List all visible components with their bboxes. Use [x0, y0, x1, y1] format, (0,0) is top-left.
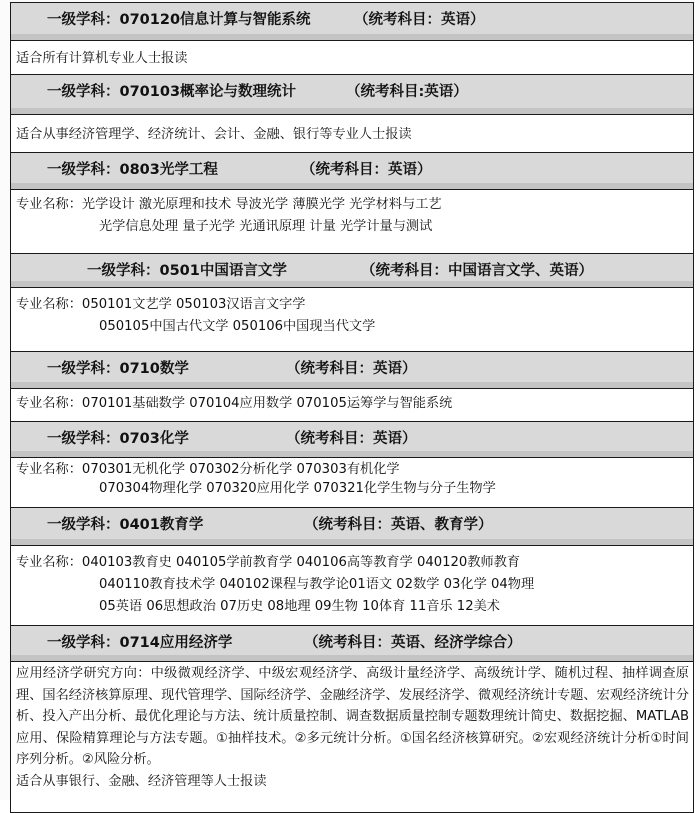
discipline-title: 一级学科：0710数学 [47, 361, 189, 377]
section-body [11, 41, 694, 75]
body-line: 专业名称：050101文艺学 050103汉语言文字学 [16, 297, 306, 312]
section-body [11, 458, 694, 508]
body-line: 05英语 06思想政治 07历史 08地理 09生物 10体育 11音乐 12美术 [99, 599, 500, 614]
section-header [11, 75, 694, 115]
discipline-title: 一级学科：0714应用经济学 [47, 635, 233, 651]
discipline-title: 一级学科：070120信息计算与智能系统 [47, 12, 311, 28]
body-line: 适合所有计算机专业人士报读 [16, 51, 188, 66]
subject-table [10, 2, 694, 813]
section-header [11, 254, 694, 288]
body-line: 专业名称：光学设计 激光原理和技术 导波光学 薄膜光学 光学材料与工艺 [16, 197, 442, 212]
section-header [11, 422, 694, 458]
exam-subjects: （统考科目：英语） [286, 361, 417, 377]
exam-subjects: （统考科目:英语） [346, 84, 468, 100]
discipline-title: 一级学科：0401教育学 [47, 517, 204, 533]
exam-subjects: （统考科目：中国语言文学、英语） [361, 263, 593, 279]
body-line: 专业名称：070101基础数学 070104应用数学 070105运筹学与智能系统 [16, 396, 453, 411]
body-line: 适合从事银行、金融、经济管理等人士报读 [16, 773, 267, 789]
discipline-title: 一级学科：070103概率论与数理统计 [47, 84, 297, 100]
body-line: 适合从事经济管理学、经济统计、会计、金融、银行等专业人士报读 [16, 127, 412, 142]
section-header [11, 352, 694, 389]
section-body [11, 288, 694, 352]
section-body [11, 389, 694, 422]
body-line: 070304物理化学 070320应用化学 070321化学生物与分子生物学 [99, 481, 496, 496]
research-directions-paragraph: 应用经济学研究方向：中级微观经济学、中级宏观经济学、高级计量经济学、高级统计学、随机过程、抽样调查原理、国名经济核算原理、现代管理学、国际经济学、金融经济学、发展经济学、微观经济统计专题、宏观经济统计分析、投入产出分析、最优化理论与方法、统计质量控制、调查数据质量控制专题数理统计简史、数据挖掘、MATLAB应用、保险精算理论与方法专题。①抽样技术。②多元统计分析。①国名经济核算研究。②宏观经济统计分析①时间序列分析。②风险分析。 [16, 666, 689, 767]
discipline-title: 一级学科：0803光学工程 [47, 162, 218, 178]
exam-subjects: （统考科目：英语） [286, 431, 417, 447]
section-body [11, 190, 694, 254]
section-body [11, 662, 694, 813]
exam-subjects: （统考科目：英语、经济学综合） [304, 635, 522, 651]
section-body [11, 115, 694, 153]
body-line: 专业名称：070301无机化学 070302分析化学 070303有机化学 [16, 462, 400, 477]
section-body [11, 546, 694, 626]
section-header [11, 153, 694, 190]
section-header [11, 3, 694, 41]
body-line: 专业名称：040103教育史 040105学前教育学 040106高等教育学 040120教师教育 [16, 555, 521, 570]
exam-subjects: （统考科目：英语、教育学） [304, 517, 493, 533]
body-line: 光学信息处理 量子光学 光通讯原理 计量 光学计量与测试 [99, 219, 433, 234]
body-line: 040110教育技术学 040102课程与教学论01语文 02数学 03化学 04物理 [99, 577, 535, 592]
body-line: 050105中国古代文学 050106中国现当代文学 [99, 319, 376, 334]
exam-subjects: （统考科目：英语） [354, 12, 485, 28]
discipline-title: 一级学科：0501中国语言文学 [87, 263, 287, 279]
section-header [11, 508, 694, 546]
exam-subjects: （统考科目：英语） [301, 162, 432, 178]
discipline-title: 一级学科：0703化学 [47, 431, 189, 447]
section-header [11, 626, 694, 662]
